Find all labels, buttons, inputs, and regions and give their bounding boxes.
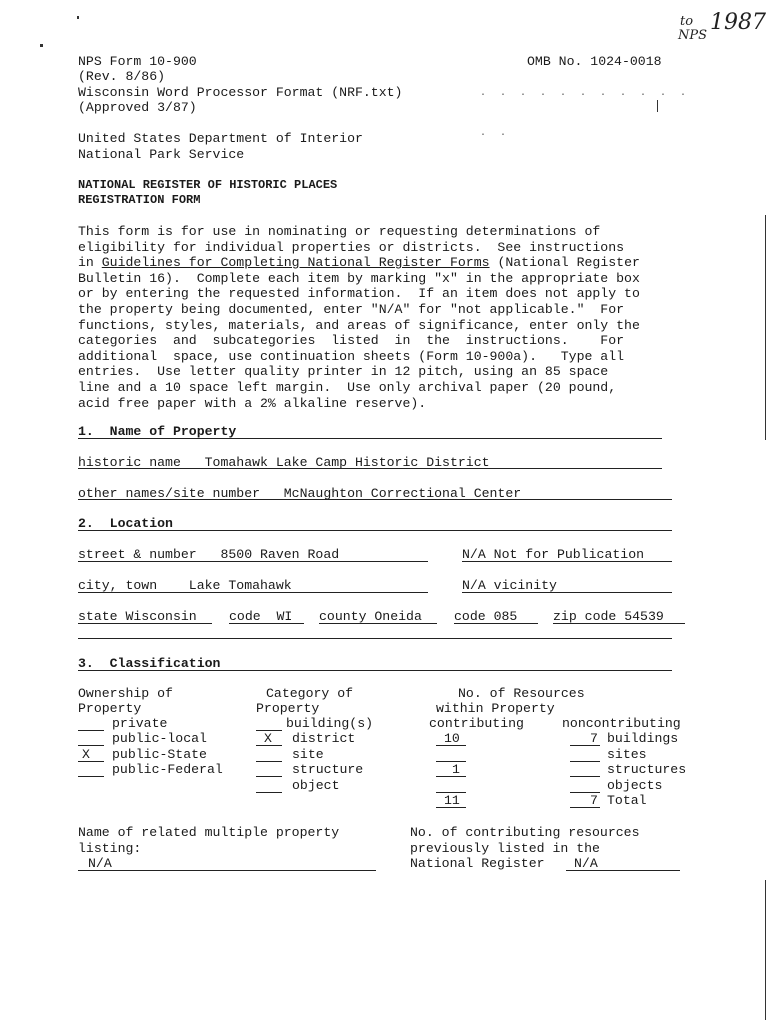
state-field: state Wisconsin xyxy=(78,609,197,624)
contributing-line xyxy=(436,761,466,762)
ownership-mark: X xyxy=(82,747,90,762)
ownership-option: public-Federal xyxy=(112,762,223,777)
section-2-bottom-rule xyxy=(78,638,672,639)
noncontributing-total: 7 xyxy=(590,793,598,808)
ownership-checkbox-line xyxy=(78,730,104,731)
zip-rule xyxy=(553,623,685,624)
instruction-line: This form is for use in nominating or requesting determinations of xyxy=(78,224,601,239)
contributing-line xyxy=(436,776,466,777)
noncontributing-column-header: noncontributing xyxy=(562,716,681,731)
other-names-rule xyxy=(78,499,672,500)
county-rule xyxy=(319,623,437,624)
noncontributing-line xyxy=(570,761,600,762)
state-rule xyxy=(78,623,212,624)
related-listing-label: Name of related multiple property xyxy=(78,825,340,840)
category-option: object xyxy=(292,778,340,793)
instruction-line: acid free paper with a 2% alkaline reserve). xyxy=(78,395,427,411)
ownership-option: private xyxy=(112,716,168,731)
handwritten-annotation xyxy=(672,10,767,50)
instruction-line: Bulletin 16). Complete each item by marking "x" in the appropriate box xyxy=(78,270,640,286)
form-approved: (Approved 3/87) xyxy=(78,100,197,115)
contributing-count: 1 xyxy=(452,762,460,777)
ownership-header: Property xyxy=(78,701,142,716)
stray-mark xyxy=(77,16,79,19)
previously-listed-label: previously listed in the xyxy=(410,841,600,856)
vicinity-rule xyxy=(462,592,672,593)
resource-type: sites xyxy=(607,747,647,762)
ownership-checkbox-line xyxy=(78,745,104,746)
previously-listed-value: N/A xyxy=(574,856,598,871)
county-field: county Oneida xyxy=(319,609,422,624)
not-for-publication: N/A Not for Publication xyxy=(462,547,645,562)
city-town-field: city, town Lake Tomahawk xyxy=(78,578,292,593)
category-checkbox-line xyxy=(256,761,282,762)
related-listing-rule xyxy=(78,870,376,871)
resource-type: Total xyxy=(607,793,647,808)
section-1-heading: 1. Name of Property xyxy=(78,424,237,439)
contributing-count: 10 xyxy=(444,731,460,746)
section-2-rule xyxy=(78,530,672,531)
contributing-column-header: contributing xyxy=(429,716,524,731)
section-1-rule xyxy=(78,438,662,439)
historic-name-field: historic name Tomahawk Lake Camp Historic District xyxy=(78,455,490,470)
annotation-nps: NPS xyxy=(678,28,708,43)
category-header: Category of xyxy=(266,686,354,701)
county-code-field: code 085 xyxy=(454,609,518,624)
county-code-rule xyxy=(454,623,538,624)
contributing-total: 11 xyxy=(444,793,460,808)
annotation-year: 1987 xyxy=(710,10,766,35)
form-subtitle: REGISTRATION FORM xyxy=(78,193,201,207)
vicinity-field: N/A vicinity xyxy=(462,578,557,593)
category-option: site xyxy=(292,747,324,762)
historic-name-rule xyxy=(78,468,662,469)
section-2-heading: 2. Location xyxy=(78,516,173,531)
state-code-field: code WI xyxy=(229,609,293,624)
category-option: building(s) xyxy=(286,716,374,731)
category-header: Property xyxy=(256,701,320,716)
form-format: Wisconsin Word Processor Format (NRF.txt) xyxy=(78,85,403,100)
scan-speckle: . . xyxy=(480,128,511,139)
city-rule xyxy=(78,592,428,593)
previously-listed-label: National Register xyxy=(410,856,545,871)
nfp-rule xyxy=(462,561,672,562)
resource-type: objects xyxy=(607,778,663,793)
form-number: NPS Form 10-900 xyxy=(78,54,197,69)
category-checkbox-line xyxy=(256,792,282,793)
ownership-checkbox-line xyxy=(78,776,104,777)
omb-number: OMB No. 1024-0018 xyxy=(527,54,662,69)
street-number-field: street & number 8500 Raven Road xyxy=(78,547,340,562)
previously-listed-label: No. of contributing resources xyxy=(410,825,640,840)
instruction-line: in Guidelines for Completing National Register Forms (National Register xyxy=(78,255,640,271)
instruction-line: line and a 10 space left margin. Use only archival paper (20 pound, xyxy=(78,380,617,395)
instruction-line: or by entering the requested information. If an item does not apply to xyxy=(78,286,640,302)
page-edge-line xyxy=(765,880,766,1020)
section-3-heading: 3. Classification xyxy=(78,656,221,671)
zip-code-field: zip code 54539 xyxy=(553,609,664,624)
ownership-option: public-State xyxy=(112,747,207,762)
annotation-to: to xyxy=(680,14,694,29)
resources-header: No. of Resources xyxy=(458,686,585,701)
street-rule xyxy=(78,561,428,562)
ownership-option: public-local xyxy=(112,731,207,746)
instruction-line: additional space, use continuation sheets (Form 10-900a). Type all xyxy=(78,348,625,364)
resource-type: buildings xyxy=(607,731,679,746)
page-edge-line xyxy=(765,215,766,440)
instruction-line: the property being documented, enter "N/A" for "not applicable." For xyxy=(78,302,625,317)
ownership-header: Ownership of xyxy=(78,686,173,701)
category-option: structure xyxy=(292,762,364,777)
form-title: NATIONAL REGISTER OF HISTORIC PLACES xyxy=(78,178,338,192)
category-option: district xyxy=(292,731,356,746)
instruction-line: eligibility for individual properties or districts. See instructions xyxy=(78,239,625,255)
category-checkbox-line xyxy=(256,776,282,777)
previously-listed-rule xyxy=(566,870,680,871)
instruction-line: entries. Use letter quality printer in 12 pitch, using an 85 space xyxy=(78,364,609,380)
guidelines-title: Guidelines for Completing National Register Forms xyxy=(101,255,490,271)
instruction-line: functions, styles, materials, and areas of significance, enter only the xyxy=(78,317,640,333)
section-3-rule xyxy=(78,670,672,671)
agency: National Park Service xyxy=(78,147,245,162)
noncontributing-count: 7 xyxy=(590,731,598,746)
resources-header: within Property xyxy=(436,701,555,716)
related-listing-label: listing: xyxy=(78,841,142,856)
category-mark: X xyxy=(264,731,272,746)
scan-speckle: . . . . . . . . . . . xyxy=(480,88,691,99)
stray-mark xyxy=(40,44,43,47)
scan-edge-mark xyxy=(657,100,658,112)
related-listing-value: N/A xyxy=(88,856,112,871)
noncontributing-line xyxy=(570,776,600,777)
other-names-field: other names/site number McNaughton Correctional Center xyxy=(78,486,522,501)
resource-type: structures xyxy=(607,762,687,777)
state-code-rule xyxy=(229,623,304,624)
instruction-line: categories and subcategories listed in the instructions. For xyxy=(78,333,625,349)
form-revision: (Rev. 8/86) xyxy=(78,69,166,84)
department: United States Department of Interior xyxy=(78,131,363,146)
